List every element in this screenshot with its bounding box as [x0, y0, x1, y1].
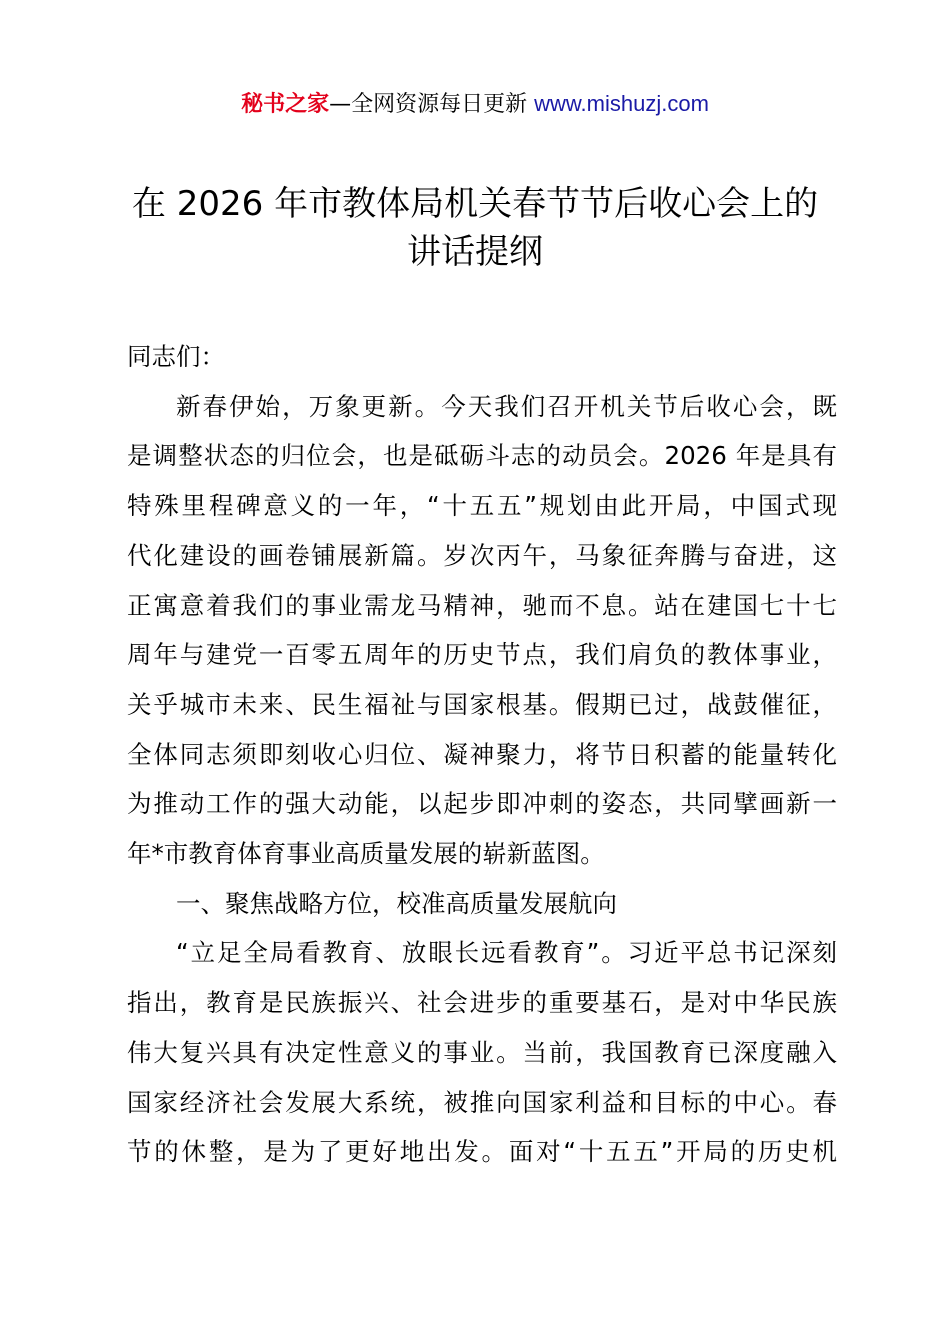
- text-line: 全体同志须即刻收心归位、凝神聚力，将节日积蓄的能量转化: [127, 739, 837, 769]
- text-line: 国家经济社会发展大系统，被推向国家利益和目标的中心。春: [127, 1087, 837, 1117]
- section-heading: 一、聚焦战略方位，校准高质量发展航向: [176, 888, 617, 918]
- title-line: 在 2026 年市教体局机关春节节后收心会上的: [131, 184, 819, 224]
- paragraph-section1: [127, 928, 837, 1177]
- site-brand: 秘书之家: [241, 92, 330, 117]
- text-line: 伟大复兴具有决定性意义的事业。当前，我国教育已深度融入: [127, 1037, 837, 1067]
- site-tagline: —全网资源每日更新: [329, 92, 535, 117]
- text-line: “立足全局看教育、放眼长远看教育”。习近平总书记深刻: [176, 938, 837, 968]
- document-title: [100, 180, 850, 276]
- text-line: 关乎城市未来、民生福祉与国家根基。假期已过，战鼓催征，: [127, 689, 837, 719]
- text-line: 是调整状态的归位会，也是砥砺斗志的动员会。2026 年是具有: [127, 441, 837, 471]
- document-body: [127, 332, 837, 1177]
- text-line: 特殊里程碑意义的一年，“十五五”规划由此开局，中国式现: [127, 491, 837, 521]
- site-header: [0, 88, 950, 121]
- text-line: 代化建设的画卷铺展新篇。岁次丙午，马象征奔腾与奋进，这: [127, 540, 837, 570]
- salutation: 同志们：: [127, 342, 225, 371]
- paragraph-intro: [127, 382, 837, 879]
- text-line: 年*市教育体育事业高质量发展的崭新蓝图。: [127, 839, 605, 869]
- text-line: 节的休整，是为了更好地出发。面对“十五五”开局的历史机: [127, 1137, 837, 1167]
- text-line: 新春伊始，万象更新。今天我们召开机关节后收心会，既: [176, 391, 837, 421]
- site-url-link[interactable]: www.mishuzj.com: [534, 91, 709, 116]
- text-line: 为推动工作的强大动能，以起步即冲刺的姿态，共同擘画新一: [127, 789, 837, 819]
- text-line: 正寓意着我们的事业需龙马精神，驰而不息。站在建国七十七: [127, 590, 837, 620]
- text-line: 指出，教育是民族振兴、社会进步的重要基石，是对中华民族: [127, 988, 837, 1018]
- title-line: 讲话提纲: [407, 232, 543, 272]
- text-line: 周年与建党一百零五周年的历史节点，我们肩负的教体事业，: [127, 640, 837, 670]
